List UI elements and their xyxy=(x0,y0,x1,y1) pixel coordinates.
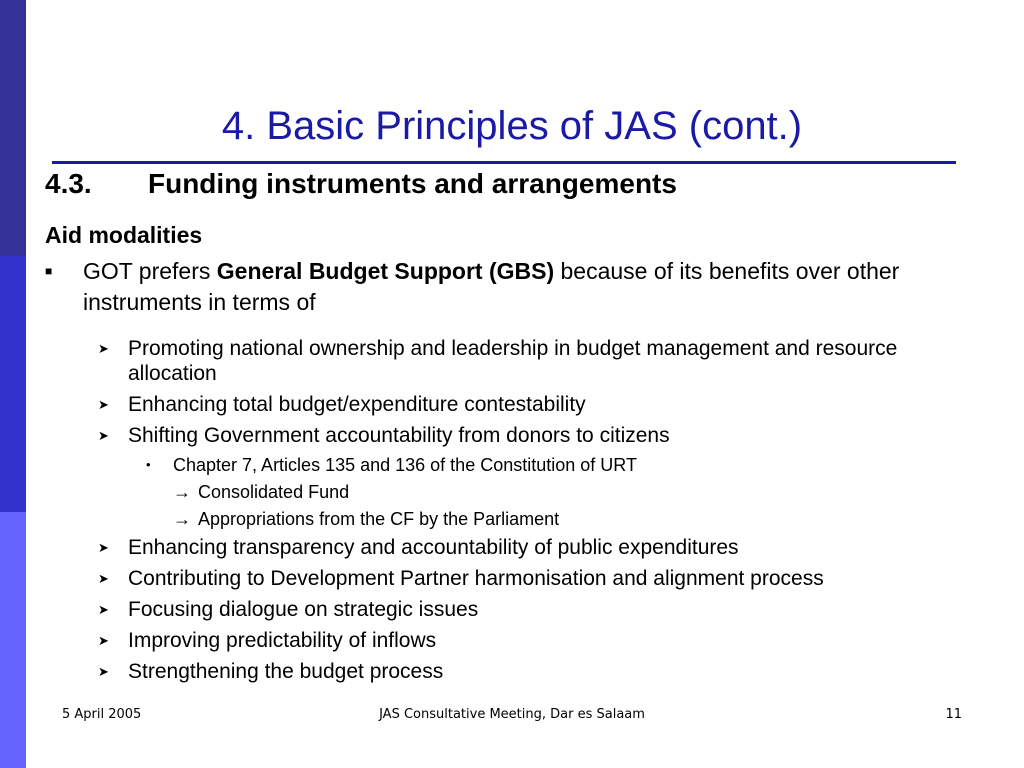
section-title: Funding instruments and arrangements xyxy=(148,168,677,199)
sub-bullet-list xyxy=(98,336,988,690)
list-item xyxy=(98,423,988,448)
level3-arrow-text: Appropriations from the CF by the Parliament xyxy=(198,509,560,529)
main-bullet xyxy=(45,256,975,318)
arrow-bullet-icon: ➤ xyxy=(98,633,109,648)
footer-date: 5 April 2005 xyxy=(62,707,142,722)
list-item xyxy=(98,628,988,653)
footer-title: JAS Consultative Meeting, Dar es Salaam xyxy=(379,707,645,722)
list-item-text: Strengthening the budget process xyxy=(128,660,444,683)
stripe-segment-bottom xyxy=(0,512,26,768)
square-bullet-icon: ■ xyxy=(45,264,53,278)
list-item-text: Shifting Government accountability from donors to citizens xyxy=(128,424,670,447)
list-item xyxy=(98,597,988,622)
arrow-bullet-icon: ➤ xyxy=(98,602,109,617)
list-item-text: Focusing dialogue on strategic issues xyxy=(128,598,479,621)
right-arrow-icon: → xyxy=(173,482,191,502)
arrow-bullet-icon: ➤ xyxy=(98,341,109,356)
level3-text: Chapter 7, Articles 135 and 136 of the Constitution of URT xyxy=(173,455,637,475)
footer-page-number: 11 xyxy=(945,707,962,722)
arrow-bullet-icon: ➤ xyxy=(98,397,109,412)
list-item xyxy=(98,566,988,591)
right-arrow-icon: → xyxy=(173,509,191,529)
main-bullet-suffix: because of its benefits over other instruments in terms of xyxy=(83,258,900,315)
arrow-bullet-icon: ➤ xyxy=(98,664,109,679)
section-number: 4.3. xyxy=(45,168,92,199)
list-item-text: Enhancing transparency and accountability of public expenditures xyxy=(128,536,739,559)
level3-arrow-item xyxy=(98,508,988,530)
main-bullet-prefix: GOT prefers xyxy=(83,258,217,284)
title-underline xyxy=(52,161,956,164)
list-item-text: Promoting national ownership and leadership in budget management and resource allocation xyxy=(128,337,898,385)
main-bullet-text xyxy=(83,256,975,318)
level3-arrow-item xyxy=(98,481,988,503)
list-item xyxy=(98,392,988,417)
stripe-segment-middle xyxy=(0,256,26,512)
list-item xyxy=(98,336,988,386)
list-item-text: Improving predictability of inflows xyxy=(128,629,437,652)
level3-arrow-text: Consolidated Fund xyxy=(198,482,350,502)
arrow-bullet-icon: ➤ xyxy=(98,428,109,443)
main-bullet-bold: General Budget Support (GBS) xyxy=(216,258,555,284)
section-heading xyxy=(45,166,677,202)
arrow-bullet-icon: ➤ xyxy=(98,571,109,586)
list-item xyxy=(98,535,988,560)
dot-bullet-icon: • xyxy=(146,457,151,472)
list-item xyxy=(98,659,988,684)
slide-title: 4. Basic Principles of JAS (cont.) xyxy=(221,104,803,148)
subheading: Aid modalities xyxy=(45,222,203,248)
list-item-text: Enhancing total budget/expenditure contestability xyxy=(128,393,586,416)
list-item-text: Contributing to Development Partner harmonisation and alignment process xyxy=(128,567,824,590)
arrow-bullet-icon: ➤ xyxy=(98,540,109,555)
level3-item xyxy=(98,454,988,476)
